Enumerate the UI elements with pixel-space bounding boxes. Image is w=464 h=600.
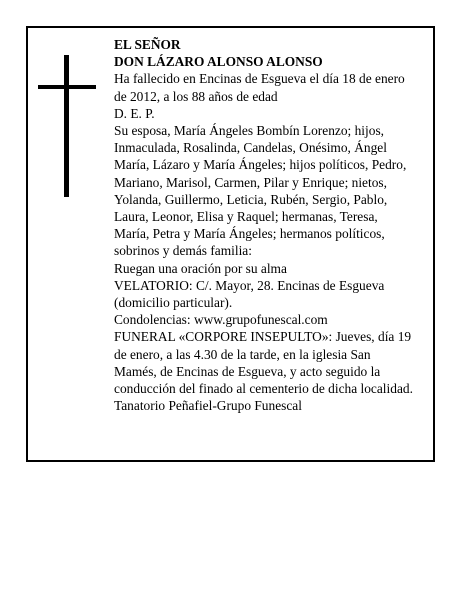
notice-title: EL SEÑOR: [114, 37, 181, 52]
funeral-line: Mamés, de Encinas de Esgueva, y acto seguido la: [114, 363, 381, 379]
funeral-line: FUNERAL «CORPORE INSEPULTO»: Jueves, día 19: [114, 329, 412, 345]
obituary-text: [114, 36, 426, 414]
cross-horizontal-bar: [38, 85, 96, 89]
family-line: María, Lázaro y María Ángeles; hijos políticos, Pedro,: [114, 157, 407, 173]
death-info-line: Ha fallecido en Encinas de Esgueva el día 18 de enero: [114, 71, 405, 87]
rip-line: D. E. P.: [114, 105, 155, 121]
death-info-line: de 2012, a los 88 años de edad: [114, 88, 278, 104]
funeral-line: conducción del finado al cementerio de dicha localidad.: [114, 381, 413, 397]
family-line: María, Petra y María Ángeles; hermanos políticos,: [114, 226, 385, 242]
cross-icon: [38, 55, 96, 197]
family-line: Mariano, Marisol, Carmen, Pilar y Enrique; nietos,: [114, 174, 387, 190]
family-line: sobrinos y demás familia:: [114, 243, 252, 259]
condolences-line: Condolencias: www.grupofunescal.com: [114, 312, 328, 328]
funeral-home-line: Tanatorio Peñafiel-Grupo Funescal: [114, 398, 302, 414]
family-line: Inmaculada, Rosalinda, Candelas, Onésimo, Ángel: [114, 140, 387, 156]
family-line: Su esposa, María Ángeles Bombín Lorenzo; hijos,: [114, 123, 385, 139]
prayer-line: Ruegan una oración por su alma: [114, 260, 287, 276]
wake-line: VELATORIO: C/. Mayor, 28. Encinas de Esgueva: [114, 277, 385, 293]
deceased-name: DON LÁZARO ALONSO ALONSO: [114, 54, 323, 70]
family-line: Laura, Leonor, Elisa y Raquel; hermanas, Teresa,: [114, 209, 378, 225]
family-line: Yolanda, Guillermo, Leticia, Rubén, Sergio, Pablo,: [114, 191, 388, 207]
wake-line: (domicilio particular).: [114, 295, 233, 311]
cross-vertical-bar: [64, 55, 69, 197]
funeral-line: de enero, a las 4.30 de la tarde, en la iglesia San: [114, 346, 371, 362]
